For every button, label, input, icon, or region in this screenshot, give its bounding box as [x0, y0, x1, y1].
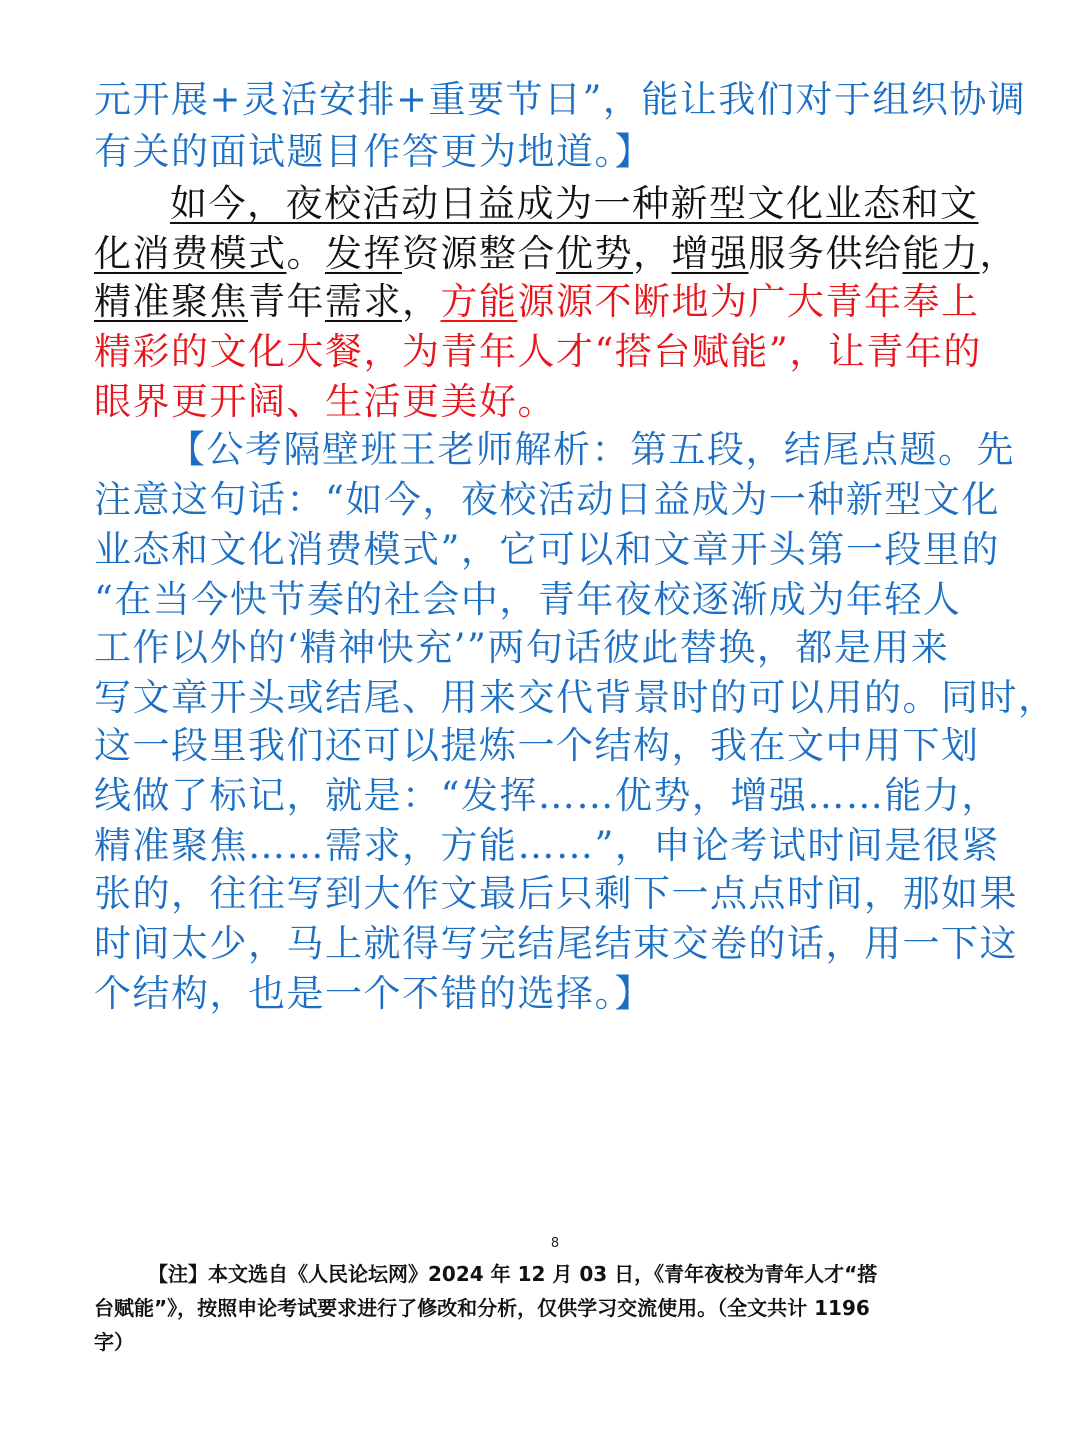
underlined-phrase: 精准聚焦 [94, 280, 248, 323]
underlined-phrase: 能力 [902, 232, 980, 275]
analysis-line-12: 个结构，也是一个不错的选择。】 [94, 972, 653, 1015]
underlined-phrase: 增强 [671, 232, 749, 275]
analysis-line-11: 时间太少，马上就得写完结尾结束交卷的话，用一下这 [94, 922, 1018, 965]
analysis-line-6: 写文章开头或结尾、用来交代背景时的可以用的。同时， [94, 676, 1057, 719]
text-segment: 青年 [248, 280, 325, 323]
underlined-phrase: 优势 [556, 232, 633, 275]
underlined-phrase: 需求 [325, 280, 402, 323]
analysis-line-7: 这一段里我们还可以提炼一个结构，我在文中用下划 [94, 724, 980, 767]
main-paragraph-line-2 [94, 228, 1018, 280]
text-segment: ， [402, 280, 441, 323]
main-paragraph-line-4: 精彩的文化大餐，为青年人才“搭台赋能”，让青年的 [94, 330, 982, 373]
analysis-line-4: “在当今快节奏的社会中，青年夜校逐渐成为年轻人 [94, 578, 962, 621]
text-segment: ， [979, 232, 1018, 275]
analysis-line-9: 精准聚焦……需求，方能……”，申论考试时间是很紧 [94, 824, 1000, 867]
analysis-tail-line-2: 有关的面试题目作答更为地道。】 [94, 130, 653, 173]
page-number: 8 [550, 1236, 560, 1251]
red-text-segment: 源源不断地为广大青年奉上 [517, 280, 980, 323]
analysis-line-3: 业态和文化消费模式”，它可以和文章开头第一段里的 [94, 528, 1000, 571]
footnote-line-2: 台赋能”》，按照申论考试要求进行了修改和分析，仅供学习交流使用。（全文共计 1196 [94, 1296, 870, 1320]
analysis-tail-line-1: 元开展+灵活安排+重要节日”，能让我们对于组织协调 [94, 78, 1027, 121]
main-paragraph-line-1: 如今，夜校活动日益成为一种新型文化业态和文 [170, 182, 979, 225]
analysis-line-10: 张的，往往写到大作文最后只剩下一点点时间，那如果 [94, 872, 1018, 915]
text-segment: 服务供给 [748, 232, 903, 275]
main-paragraph-line-5: 眼界更开阔、生活更美好。 [94, 380, 556, 423]
text-segment: 。 [286, 232, 325, 275]
main-paragraph-line-3 [94, 276, 988, 328]
footnote-line-3: 字） [94, 1330, 134, 1354]
analysis-line-1: 【公考隔壁班王老师解析：第五段，结尾点题。先 [168, 428, 1015, 471]
underlined-phrase: 化消费模式 [94, 232, 287, 275]
analysis-line-5: 工作以外的‘精神快充’”两句话彼此替换，都是用来 [94, 626, 950, 669]
underlined-red-phrase: 方能 [440, 280, 518, 323]
analysis-line-8: 线做了标记，就是：“发挥……优势，增强……能力， [94, 774, 1000, 817]
footnote-line-1: 【注】本文选自《人民论坛网》2024 年 12 月 03 日，《青年夜校为青年人才“搭 [148, 1262, 878, 1286]
text-segment: 资源整合 [402, 232, 556, 275]
text-segment: ， [633, 232, 672, 275]
analysis-line-2: 注意这句话：“如今，夜校活动日益成为一种新型文化 [94, 478, 1000, 521]
underlined-phrase: 发挥 [325, 232, 402, 275]
